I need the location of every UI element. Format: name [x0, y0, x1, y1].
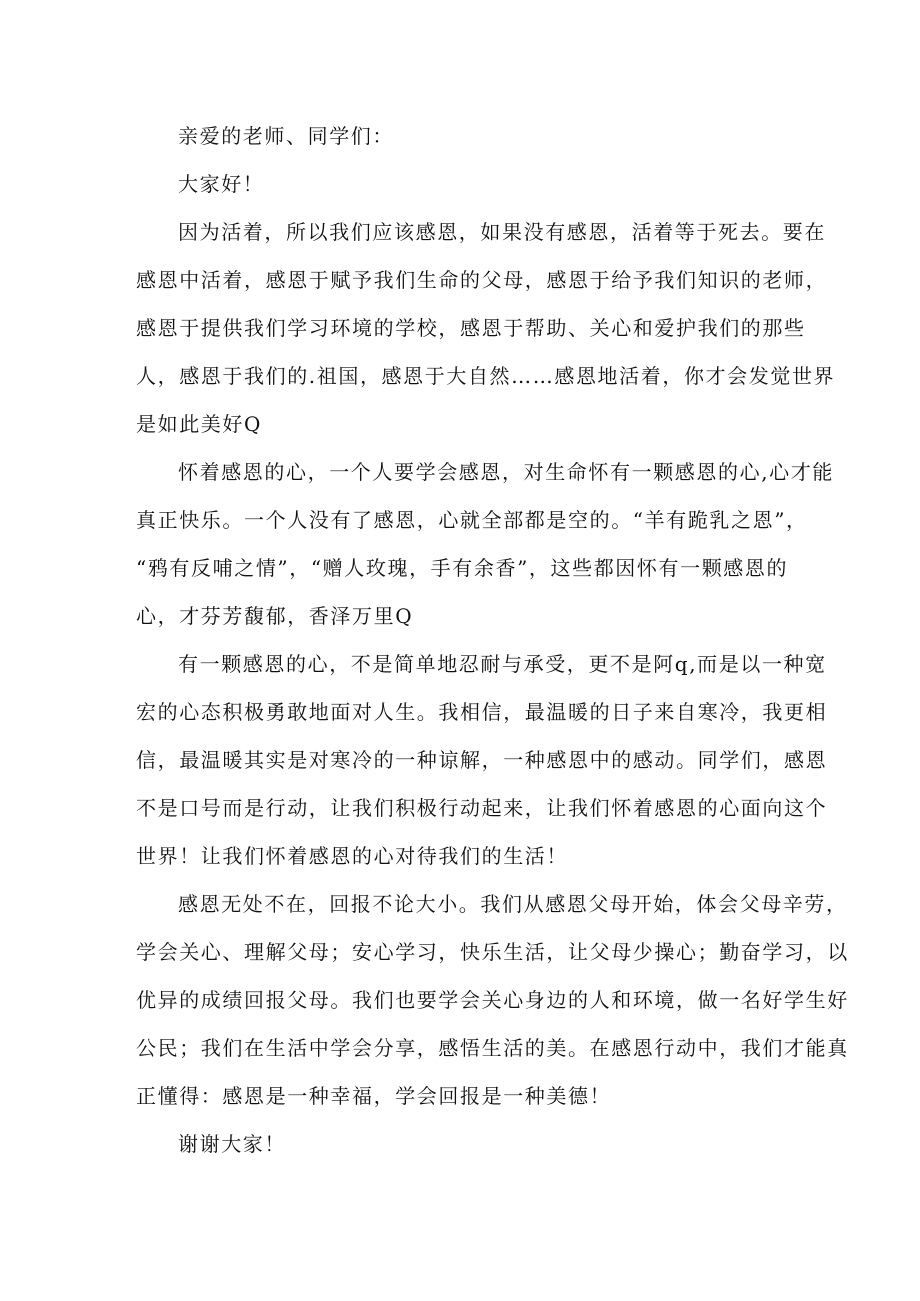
text-line: 感恩中活着，感恩于赋予我们生命的父母，感恩于给予我们知识的老师，	[136, 268, 828, 292]
text-line: 信，最温暖其实是对寒冷的一种谅解，一种感恩中的感动。同学们，感恩	[136, 748, 828, 772]
text-line: 心，才芬芳馥郁，香泽万里Q	[136, 604, 414, 628]
text-line: 大家好！	[178, 172, 265, 196]
text-line: 人，感恩于我们的.祖国，感恩于大自然……感恩地活着，你才会发觉世界	[136, 364, 836, 388]
speech-body	[136, 112, 849, 1168]
text-line: 亲爱的老师、同学们：	[178, 124, 394, 148]
text-line: 感恩无处不在，回报不论大小。我们从感恩父母开始，体会父母辛劳，	[178, 892, 848, 916]
text-line: 因为活着，所以我们应该感恩，如果没有感恩，活着等于死去。要在	[178, 220, 826, 244]
text-line: 怀着感恩的心，一个人要学会感恩，对生命怀有一颗感恩的心,心才能	[178, 460, 834, 484]
text-line: 学会关心、理解父母；安心学习，快乐生活，让父母少操心；勤奋学习，以	[136, 940, 849, 964]
text-line: 宏的心态积极勇敢地面对人生。我相信，最温暖的日子来自寒冷，我更相	[136, 700, 828, 724]
text-line: 公民；我们在生活中学会分享，感悟生活的美。在感恩行动中，我们才能真	[136, 1036, 849, 1060]
text-line: 不是口号而是行动，让我们积极行动起来，让我们怀着感恩的心面向这个	[136, 796, 828, 820]
text-line: 是如此美好Q	[136, 412, 262, 436]
text-line: 感恩于提供我们学习环境的学校，感恩于帮助、关心和爱护我们的那些	[136, 316, 806, 340]
text-line: “鸦有反哺之情”，“赠人玫瑰，手有余香”，这些都因怀有一颗感恩的	[136, 556, 789, 580]
text-line: 有一颗感恩的心，不是简单地忍耐与承受，更不是阿q,而是以一种宽	[178, 652, 827, 676]
text-line: 优异的成绩回报父母。我们也要学会关心身边的人和环境，做一名好学生好	[136, 988, 849, 1012]
text-line: 世界！让我们怀着感恩的心对待我们的生活！	[136, 844, 568, 868]
text-line: 谢谢大家！	[178, 1132, 286, 1156]
text-line: 正懂得：感恩是一种幸福，学会回报是一种美德！	[136, 1084, 612, 1108]
text-line: 真正快乐。一个人没有了感恩，心就全部都是空的。“羊有跪乳之恩”，	[136, 508, 808, 532]
